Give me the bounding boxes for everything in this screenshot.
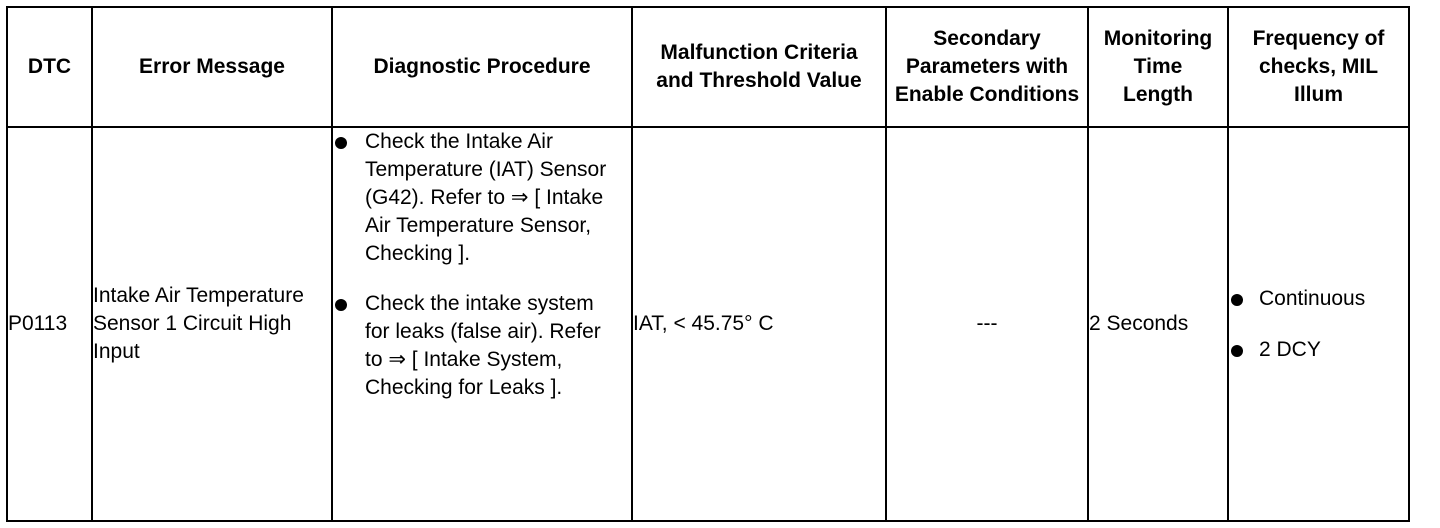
header-frequency: Frequency of checks, MIL Illum — [1228, 7, 1409, 127]
procedure-step-2: Check the intake system for leaks (false air). Refer to ⇒ [ Intake System, Checking for Leaks ]. — [365, 292, 601, 399]
frequency-cell — [1228, 127, 1409, 521]
dtc-code: P0113 — [7, 127, 92, 521]
dtc-table — [6, 6, 1410, 522]
bullet-icon — [335, 137, 347, 149]
list-item — [1229, 285, 1408, 313]
bullet-icon — [1231, 345, 1243, 357]
list-item — [333, 290, 631, 402]
header-row — [7, 7, 1409, 127]
header-malfunction-criteria: Malfunction Criteria and Threshold Value — [632, 7, 886, 127]
diagnostic-procedure-cell — [332, 127, 632, 521]
bullet-icon — [335, 299, 347, 311]
malfunction-criteria: IAT, < 45.75° C — [632, 127, 886, 521]
error-message: Intake Air Temperature Sensor 1 Circuit High Input — [92, 127, 332, 521]
table-row — [7, 127, 1409, 521]
header-error-message: Error Message — [92, 7, 332, 127]
header-diagnostic-procedure: Diagnostic Procedure — [332, 7, 632, 127]
frequency-item-2: 2 DCY — [1259, 337, 1321, 361]
bullet-icon — [1231, 294, 1243, 306]
monitoring-time: 2 Seconds — [1088, 127, 1228, 521]
secondary-parameters: --- — [886, 127, 1088, 521]
frequency-item-1: Continuous — [1259, 286, 1366, 310]
header-secondary-parameters: Secondary Parameters with Enable Conditions — [886, 7, 1088, 127]
dtc-table-container — [6, 6, 1408, 522]
list-item — [333, 128, 631, 268]
frequency-list — [1229, 285, 1408, 364]
header-monitoring-time: Monitoring Time Length — [1088, 7, 1228, 127]
procedure-list — [333, 128, 631, 402]
list-item — [1229, 336, 1408, 364]
header-dtc: DTC — [7, 7, 92, 127]
procedure-step-1: Check the Intake Air Temperature (IAT) Sensor (G42). Refer to ⇒ [ Intake Air Temperature Sensor, Checking ]. — [365, 130, 607, 265]
